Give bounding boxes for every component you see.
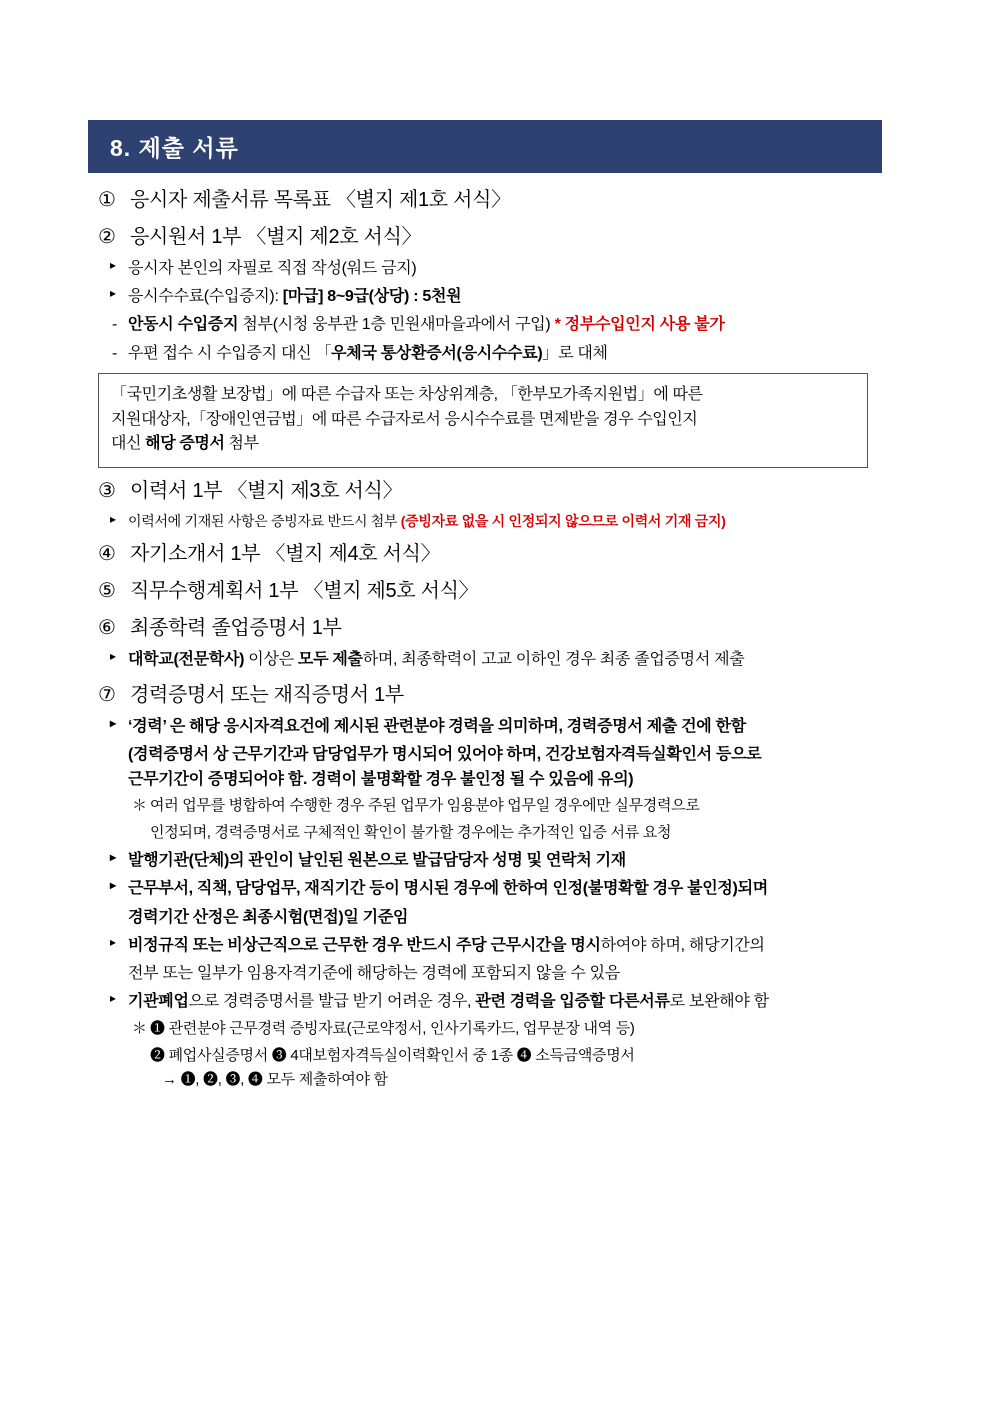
triangle-bullet-icon: ▸ (110, 649, 116, 664)
bullet-text: 하여야 하며, 해당기간의 (600, 936, 765, 954)
star-note (88, 795, 912, 818)
star-note-summary: → ❶, ❷, ❸, ❹ 모두 제출하여야 함 (162, 1071, 388, 1089)
item-text: 응시원서 1부 〈별지 제2호 서식〉 (130, 226, 422, 248)
triangle-bullet-icon: ▸ (110, 991, 116, 1006)
bullet-item (88, 285, 912, 308)
item-number: ① (98, 189, 116, 211)
bullet-text: 이력서에 기재된 사항은 증빙자료 반드시 첨부 (128, 513, 401, 530)
item-text: 직무수행계획서 1부 〈별지 제5호 서식〉 (130, 580, 479, 603)
bullet-item (88, 257, 912, 280)
bullet-continuation: 경력기간 산정은 최종시험(면접)일 기준임 (128, 908, 409, 926)
page-title: 8. 제출 서류 (88, 120, 882, 173)
note-line-post: 첨부 (224, 435, 259, 453)
item-number: ⑥ (98, 617, 116, 640)
dash-item (88, 342, 912, 365)
star-note (88, 1018, 912, 1041)
bullet-continuation: (경력증명서 상 근무기간과 담당업무가 명시되어 있어야 하며, 건강보험자격득실확인서 등으로 (128, 745, 762, 763)
bullet-item (88, 511, 912, 531)
dash-bullet-icon: - (112, 316, 118, 334)
asterisk-icon: ＊ (132, 1020, 147, 1038)
triangle-bullet-icon: ▸ (110, 878, 116, 893)
bullet-text-end: 하며, 최종학력이 고교 이하인 경우 최종 졸업증명서 제출 (362, 651, 745, 669)
item-number: ② (98, 226, 116, 248)
item-number: ③ (98, 480, 116, 503)
bullet-item (88, 715, 912, 738)
triangle-bullet-icon: ▸ (110, 258, 116, 272)
item-number: ⑦ (98, 683, 116, 706)
star-text: ❶ 관련분야 근무경력 증빙자료(근로약정서, 인사기록카드, 업무분장 내역 등) (150, 1020, 635, 1038)
bullet-continuation: 전부 또는 일부가 임용자격기준에 해당하는 경력에 포함되지 않을 수 있음 (128, 964, 620, 982)
alt-docs-label: 관련 경력을 입증할 다른서류 (475, 993, 670, 1011)
dash-item (88, 313, 912, 336)
dash-text: 우편 접수 시 수입증지 대신 「 (128, 344, 332, 362)
submit-all-label: 모두 제출 (297, 651, 363, 669)
bullet-item (88, 934, 912, 957)
note-line (111, 432, 855, 457)
bullet-text: 응시수수료(수입증지): (128, 288, 283, 306)
dash-bullet-icon: - (112, 344, 118, 362)
item-number: ④ (98, 543, 116, 566)
triangle-bullet-icon: ▸ (110, 715, 116, 730)
note-line: 「국민기초생활 보장법」에 따른 수급자 또는 차상위계층, 「한부모가족지원법」에 따른 (111, 385, 703, 403)
certificate-label: 해당 증명서 (145, 435, 225, 453)
postal-order-label: 우체국 통상환증서(응시수수료) (331, 344, 543, 362)
warning-text: (증빙자료 없을 시 인정되지 않으므로 이력서 기재 금지) (400, 513, 726, 530)
bullet-item (88, 648, 912, 671)
note-line: 지원대상자,「장애인연금법」에 따른 수급자로서 응시수수료를 면제받을 경우 수입인지 (111, 410, 698, 428)
bullet-item (88, 877, 912, 900)
item-text: 최종학력 졸업증명서 1부 (130, 617, 342, 640)
list-item-2 (88, 224, 912, 251)
star-note-continuation: ❷ 폐업사실증명서 ❸ 4대보험자격득실이력확인서 중 1종 ❹ 소득금액증명서 (150, 1046, 635, 1064)
bullet-text: ‘경력’ 은 해당 응시자격요건에 제시된 관련분야 경력을 의미하며, 경력증명서 제출 건에 한함 (128, 717, 746, 735)
list-item-7 (88, 682, 912, 709)
dash-text: 첨부(시청 웅부관 1층 민원새마을과에서 구입) (238, 316, 555, 334)
bullet-text-end: 로 보완해야 함 (669, 993, 769, 1011)
triangle-bullet-icon: ▸ (110, 512, 116, 527)
bullet-text: 응시자 본인의 자필로 직접 작성(워드 금지) (128, 260, 417, 277)
closure-label: 기관폐업 (128, 993, 189, 1011)
warning-text: * 정부수입인지 사용 불가 (554, 316, 725, 334)
revenue-stamp-label: 안동시 수입증지 (128, 316, 239, 334)
fee-amount: [마급] 8~9급(상당) : 5천원 (282, 288, 462, 306)
bullet-continuation: 근무기간이 증명되어야 함. 경력이 불명확할 경우 불인정 될 수 있음에 유의) (128, 771, 634, 788)
bullet-text: 발행기관(단체)의 관인이 날인된 원본으로 발급담당자 성명 및 연락처 기재 (128, 852, 626, 870)
item-number: ⑤ (98, 580, 116, 603)
triangle-bullet-icon: ▸ (110, 850, 116, 865)
list-item-4 (88, 541, 912, 568)
bullet-text: 근무부서, 직책, 담당업무, 재직기간 등이 명시된 경우에 한하여 인정(불명확할 경우 불인정)되며 (128, 880, 768, 898)
triangle-bullet-icon: ▸ (110, 934, 116, 949)
asterisk-icon: ＊ (132, 797, 147, 815)
bullet-item (88, 849, 912, 872)
item-text: 경력증명서 또는 재직증명서 1부 (130, 683, 404, 706)
list-item-6 (88, 615, 912, 642)
star-note-continuation: 인정되며, 경력증명서로 구체적인 확인이 불가할 경우에는 추가적인 입증 서류 요청 (150, 823, 672, 841)
star-text: 여러 업무를 병합하여 수행한 경우 주된 업무가 임용분야 업무일 경우에만 실무경력으로 (150, 797, 700, 815)
note-line-pre: 대신 (111, 435, 146, 453)
dash-text-end: 」로 대체 (542, 344, 608, 362)
item-text: 응시자 제출서류 목록표 〈별지 제1호 서식〉 (130, 189, 511, 211)
list-item-1 (88, 187, 912, 214)
bullet-item (88, 990, 912, 1013)
item-text: 이력서 1부 〈별지 제3호 서식〉 (130, 480, 403, 503)
exemption-note-box (98, 373, 868, 468)
triangle-bullet-icon: ▸ (110, 286, 116, 301)
degree-label: 대학교(전문학사) (128, 651, 249, 669)
item-text: 자기소개서 1부 〈별지 제4호 서식〉 (130, 543, 441, 566)
bullet-text: 이상은 (248, 651, 298, 669)
parttime-rule-label: 비정규직 또는 비상근직으로 근무한 경우 반드시 주당 근무시간을 명시 (128, 936, 601, 954)
list-item-3 (88, 478, 912, 505)
list-item-5 (88, 578, 912, 605)
bullet-text: 으로 경력증명서를 발급 받기 어려운 경우, (188, 993, 476, 1011)
